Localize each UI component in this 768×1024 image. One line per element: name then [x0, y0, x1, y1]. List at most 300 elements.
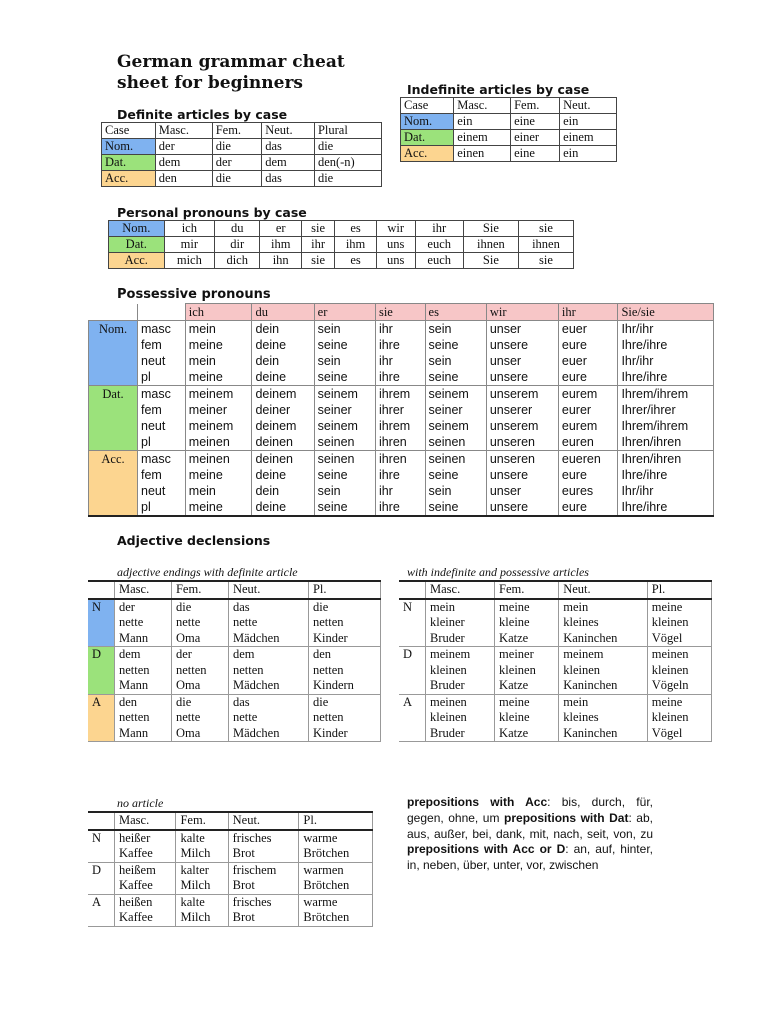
- case-label: Dat.: [102, 155, 156, 171]
- declension-cell: [171, 694, 228, 742]
- article-cell: das: [262, 171, 315, 187]
- pronoun-cell: seinen: [314, 451, 375, 468]
- table-header-row: [399, 581, 712, 599]
- table-row: [89, 467, 714, 483]
- adj-definite-table: [88, 580, 381, 742]
- pronoun-cell: seinem: [314, 386, 375, 403]
- prepositions-block: [407, 795, 653, 874]
- table-row: [89, 402, 714, 418]
- pronoun-cell: sein: [314, 483, 375, 499]
- article-word: der: [119, 599, 135, 614]
- table-header-row: [88, 581, 381, 599]
- gender-label: neut: [138, 353, 186, 369]
- adjective-word: netten: [312, 615, 344, 629]
- header-cell: Masc.: [115, 581, 172, 599]
- header-cell: ich: [185, 304, 252, 321]
- pronoun-cell: deiner: [252, 402, 314, 418]
- pronoun-cell: ihrer: [375, 402, 425, 418]
- article-cell: die: [212, 139, 262, 155]
- pronoun-cell: euren: [558, 434, 618, 451]
- pronoun-cell: dein: [252, 321, 314, 338]
- article-word: meine: [499, 599, 530, 614]
- article-cell: ein: [454, 114, 511, 130]
- declension-cell: [171, 599, 228, 647]
- table-row: [89, 386, 714, 403]
- prep-acc-label: prepositions with Acc: [407, 795, 548, 809]
- case-label: D: [88, 647, 115, 695]
- noun-word: Kaffee: [119, 910, 153, 924]
- pronoun-cell: eure: [558, 467, 618, 483]
- pronoun-cell: uns: [376, 237, 415, 253]
- pronoun-cell: deine: [252, 369, 314, 386]
- declension-cell: [647, 647, 711, 695]
- declension-cell: [299, 830, 373, 863]
- article-word: dem: [119, 647, 141, 661]
- table-row: [399, 647, 712, 695]
- pronoun-cell: ihre: [375, 467, 425, 483]
- pronoun-cell: ihren: [375, 451, 425, 468]
- adj-indefinite-caption: with indefinite and possessive articles: [407, 565, 589, 579]
- pronoun-cell: er: [260, 221, 302, 237]
- pronoun-cell: seinem: [425, 418, 486, 434]
- table-row: [109, 253, 574, 269]
- gender-label: pl: [138, 499, 186, 516]
- article-word: der: [175, 647, 192, 661]
- prep-dat-label: prepositions with Dat: [504, 810, 629, 825]
- table-row: [102, 171, 382, 187]
- declension-cell: [115, 599, 172, 647]
- gender-label: fem: [138, 467, 186, 483]
- pronoun-cell: sein: [425, 483, 486, 499]
- article-word: die: [312, 694, 329, 709]
- article-word: meinen: [430, 694, 467, 709]
- declension-cell: [308, 647, 380, 695]
- declension-cell: [299, 862, 373, 894]
- declension-cell: [115, 830, 176, 863]
- adjective-word: nette: [232, 615, 258, 629]
- pronoun-cell: meine: [185, 369, 252, 386]
- table-row: [88, 647, 381, 695]
- table-header-row: [102, 123, 382, 139]
- pronoun-cell: ihm: [335, 237, 377, 253]
- header-cell: Sie/sie: [618, 304, 714, 321]
- noun-word: Milch: [180, 846, 211, 860]
- adjective-word: netten: [175, 662, 207, 677]
- declension-cell: [115, 894, 176, 926]
- table-row: [89, 499, 714, 516]
- declension-cell: [176, 862, 228, 894]
- possessive-pronouns-table: [88, 303, 714, 517]
- gender-label: masc: [138, 321, 186, 338]
- header-cell: Masc.: [155, 123, 212, 139]
- article-cell: einem: [560, 130, 617, 146]
- noun-word: Kaffee: [119, 878, 153, 892]
- table-row: [89, 418, 714, 434]
- article-cell: die: [212, 171, 262, 187]
- header-cell: Pl.: [647, 581, 711, 599]
- article-cell: eine: [511, 114, 560, 130]
- noun-word: Kaninchen: [563, 725, 618, 740]
- pronoun-cell: ihm: [260, 237, 302, 253]
- pronoun-cell: ihre: [375, 369, 425, 386]
- pronoun-cell: meinem: [185, 418, 252, 434]
- pronoun-cell: seinem: [314, 418, 375, 434]
- adjective-word: frisches: [232, 830, 272, 845]
- pronoun-cell: Ihrem/ihrem: [618, 386, 714, 403]
- article-cell: die: [314, 139, 381, 155]
- pronoun-cell: ihnen: [463, 237, 518, 253]
- adjective-word: kleinen: [651, 662, 689, 677]
- article-word: meiner: [499, 647, 534, 661]
- noun-word: Bruder: [430, 725, 465, 740]
- adjective-word: netten: [119, 662, 150, 677]
- adj-no-article-caption: no article: [117, 796, 164, 810]
- noun-word: Katze: [499, 725, 529, 740]
- noun-word: Mädchen: [232, 725, 280, 740]
- prep-accd-list: : an, auf, hinter, in, neben, über, unter, vor, zwischen: [407, 842, 653, 873]
- pronoun-cell: es: [335, 253, 377, 269]
- gender-label: neut: [138, 483, 186, 499]
- pronoun-cell: eurem: [558, 386, 618, 403]
- adjective-word: kleiner: [430, 615, 465, 629]
- noun-word: Kaffee: [119, 846, 153, 860]
- article-word: meine: [651, 599, 683, 614]
- pronoun-cell: deine: [252, 467, 314, 483]
- case-label: Acc.: [109, 253, 165, 269]
- case-label: D: [399, 647, 426, 695]
- case-label: A: [88, 694, 115, 742]
- adjective-word: kleinen: [651, 615, 689, 629]
- noun-word: Mann: [119, 678, 149, 692]
- pronoun-cell: mir: [164, 237, 215, 253]
- noun-word: Milch: [180, 878, 211, 892]
- header-cell: Masc.: [115, 812, 176, 830]
- adjective-word: kalte: [180, 894, 205, 909]
- pronoun-cell: seine: [314, 499, 375, 516]
- pronoun-cell: meinem: [185, 386, 252, 403]
- declension-cell: [228, 599, 308, 647]
- case-label: Acc.: [102, 171, 156, 187]
- noun-word: Brot: [232, 910, 255, 924]
- article-cell: den: [155, 171, 212, 187]
- pronoun-cell: Ihren/ihren: [618, 434, 714, 451]
- pronoun-cell: ihnen: [518, 237, 573, 253]
- article-word: meinem: [430, 647, 471, 661]
- article-word: meinem: [563, 647, 604, 661]
- pronoun-cell: mein: [185, 353, 252, 369]
- pronoun-cell: ihr: [302, 237, 335, 253]
- noun-word: Oma: [175, 678, 201, 692]
- table-row: [401, 114, 617, 130]
- definite-articles-table: [101, 122, 382, 187]
- header-cell: Masc.: [426, 581, 495, 599]
- article-word: die: [175, 694, 192, 709]
- declension-cell: [495, 647, 559, 695]
- gender-label: pl: [138, 369, 186, 386]
- pronoun-cell: meiner: [185, 402, 252, 418]
- header-cell: Case: [401, 98, 454, 114]
- adjective-word: heißem: [119, 862, 156, 877]
- adjective-word: netten: [232, 662, 264, 677]
- adjective-word: heißer: [119, 830, 151, 845]
- title-line-2: sheet for beginners: [117, 73, 303, 93]
- declension-cell: [176, 830, 228, 863]
- pronoun-cell: ihren: [375, 434, 425, 451]
- declension-cell: [299, 894, 373, 926]
- declension-cell: [115, 862, 176, 894]
- pronoun-cell: ihrem: [375, 418, 425, 434]
- header-cell: Pl.: [299, 812, 373, 830]
- adjective-word: nette: [119, 615, 144, 629]
- declension-cell: [559, 694, 648, 742]
- article-word: dem: [232, 647, 255, 661]
- pronoun-cell: unseren: [486, 451, 558, 468]
- noun-word: Brötchen: [303, 846, 350, 860]
- header-blank: [399, 581, 426, 599]
- prep-accd-label: prepositions with Acc or D: [407, 842, 566, 857]
- declension-cell: [426, 694, 495, 742]
- pronoun-cell: euer: [558, 321, 618, 338]
- pronoun-cell: eure: [558, 369, 618, 386]
- gender-label: neut: [138, 418, 186, 434]
- pronoun-cell: meinen: [185, 451, 252, 468]
- pronoun-cell: seinen: [314, 434, 375, 451]
- pronoun-cell: seinem: [425, 386, 486, 403]
- article-cell: dem: [262, 155, 315, 171]
- table-row: [89, 353, 714, 369]
- pronoun-cell: sein: [314, 321, 375, 338]
- table-row: [89, 369, 714, 386]
- case-label: D: [88, 862, 115, 894]
- case-label: Acc.: [401, 146, 454, 162]
- header-cell: Neut.: [228, 581, 308, 599]
- table-row: [88, 599, 381, 647]
- pronoun-cell: meine: [185, 499, 252, 516]
- header-cell: du: [252, 304, 314, 321]
- gender-label: fem: [138, 402, 186, 418]
- case-label: A: [88, 894, 115, 926]
- declension-cell: [228, 894, 299, 926]
- adjective-word: kleinen: [430, 662, 467, 677]
- pronoun-cell: meinen: [185, 434, 252, 451]
- pronoun-cell: Ihrer/ihrer: [618, 402, 714, 418]
- adjective-word: netten: [312, 710, 344, 724]
- noun-word: Brot: [232, 846, 255, 860]
- pronoun-cell: deinem: [252, 418, 314, 434]
- header-cell: er: [314, 304, 375, 321]
- pronoun-cell: es: [335, 221, 377, 237]
- pronoun-cell: du: [215, 221, 260, 237]
- article-word: den: [119, 694, 138, 709]
- adjective-word: kleines: [563, 615, 599, 629]
- pronoun-cell: meine: [185, 337, 252, 353]
- table-row: [88, 830, 373, 863]
- indefinite-heading: Indefinite articles by case: [407, 82, 590, 97]
- pronoun-cell: wir: [376, 221, 415, 237]
- adjective-word: kleine: [499, 615, 530, 629]
- table-header-row: [88, 812, 373, 830]
- pronoun-cell: Ihrem/ihrem: [618, 418, 714, 434]
- header-cell: sie: [375, 304, 425, 321]
- table-row: [102, 155, 382, 171]
- table-row: [401, 130, 617, 146]
- pronoun-cell: Ihre/ihre: [618, 467, 714, 483]
- pronoun-cell: eure: [558, 337, 618, 353]
- adjective-word: kleinen: [430, 710, 467, 724]
- pronoun-cell: seine: [425, 467, 486, 483]
- noun-word: Kaninchen: [563, 630, 618, 645]
- header-cell: Fem.: [495, 581, 559, 599]
- adjective-word: kleines: [563, 710, 599, 724]
- pronoun-cell: sie: [302, 221, 335, 237]
- adjective-word: kalte: [180, 830, 205, 845]
- table-row: [109, 237, 574, 253]
- pronoun-cell: eurer: [558, 402, 618, 418]
- pronoun-cell: unsere: [486, 369, 558, 386]
- table-header-row: [401, 98, 617, 114]
- declension-cell: [308, 599, 380, 647]
- adjective-word: heißen: [119, 894, 153, 909]
- pronoun-cell: unser: [486, 483, 558, 499]
- noun-word: Bruder: [430, 630, 465, 645]
- pronoun-cell: mich: [164, 253, 215, 269]
- noun-word: Milch: [180, 910, 211, 924]
- noun-word: Kinder: [312, 630, 348, 645]
- table-header-row: [89, 304, 714, 321]
- table-row: [89, 337, 714, 353]
- article-word: meine: [651, 694, 683, 709]
- header-cell: wir: [486, 304, 558, 321]
- header-cell: Fem.: [212, 123, 262, 139]
- pronoun-cell: sein: [314, 353, 375, 369]
- article-word: die: [175, 599, 192, 614]
- pronoun-cell: eueren: [558, 451, 618, 468]
- article-word: meinen: [651, 647, 689, 661]
- case-label: Nom.: [102, 139, 156, 155]
- article-cell: der: [212, 155, 262, 171]
- pronoun-cell: Sie: [463, 253, 518, 269]
- article-cell: einem: [454, 130, 511, 146]
- article-word: mein: [563, 599, 589, 614]
- noun-word: Bruder: [430, 678, 465, 692]
- header-cell: Masc.: [454, 98, 511, 114]
- article-cell: ein: [560, 114, 617, 130]
- gender-label: masc: [138, 451, 186, 468]
- pronoun-cell: ihr: [375, 483, 425, 499]
- noun-word: Vögel: [651, 725, 683, 740]
- noun-word: Katze: [499, 678, 529, 692]
- possessive-heading: Possessive pronouns: [117, 287, 271, 302]
- pronoun-cell: euer: [558, 353, 618, 369]
- pronoun-cell: uns: [376, 253, 415, 269]
- declension-cell: [559, 599, 648, 647]
- gender-label: fem: [138, 337, 186, 353]
- header-cell: Fem.: [176, 812, 228, 830]
- header-cell: Fem.: [171, 581, 228, 599]
- article-word: den: [312, 647, 332, 661]
- pronoun-cell: Ihr/ihr: [618, 353, 714, 369]
- indefinite-articles-table: [400, 97, 617, 162]
- adjective-word: warme: [303, 830, 338, 845]
- adjective-word: frischem: [232, 862, 277, 877]
- pronoun-cell: Ihr/ihr: [618, 483, 714, 499]
- pronoun-cell: dich: [215, 253, 260, 269]
- adjective-word: warme: [303, 894, 338, 909]
- definite-heading: Definite articles by case: [117, 107, 288, 122]
- pronoun-cell: Ihre/ihre: [618, 499, 714, 516]
- article-cell: das: [262, 139, 315, 155]
- noun-word: Oma: [175, 630, 201, 645]
- declension-cell: [228, 647, 308, 695]
- declension-cell: [647, 599, 711, 647]
- header-cell: Case: [102, 123, 156, 139]
- article-cell: einer: [511, 130, 560, 146]
- pronoun-cell: unsere: [486, 499, 558, 516]
- title-line-1: German grammar cheat: [117, 52, 345, 72]
- pronoun-cell: seinen: [425, 451, 486, 468]
- declension-cell: [115, 694, 172, 742]
- adjective-word: nette: [175, 710, 201, 724]
- pronoun-cell: seine: [314, 337, 375, 353]
- table-row: [401, 146, 617, 162]
- noun-word: Mädchen: [232, 678, 280, 692]
- adj-definite-caption: adjective endings with definite article: [117, 565, 298, 579]
- case-label: Nom.: [89, 321, 138, 386]
- declension-cell: [559, 647, 648, 695]
- article-word: das: [232, 599, 250, 614]
- pronoun-cell: Ihr/ihr: [618, 321, 714, 338]
- personal-pronouns-table: [108, 220, 574, 269]
- gender-label: pl: [138, 434, 186, 451]
- noun-word: Brot: [232, 878, 255, 892]
- pronoun-cell: sein: [425, 353, 486, 369]
- noun-word: Katze: [499, 630, 529, 645]
- pronoun-cell: ihre: [375, 499, 425, 516]
- pronoun-cell: unserem: [486, 386, 558, 403]
- noun-word: Mann: [119, 630, 149, 645]
- case-label: A: [399, 694, 426, 742]
- table-row: [88, 694, 381, 742]
- adj-indefinite-table: [399, 580, 712, 742]
- adjective-word: kleinen: [651, 710, 689, 724]
- pronoun-cell: seinen: [425, 434, 486, 451]
- pronoun-cell: eurem: [558, 418, 618, 434]
- pronoun-cell: ihr: [415, 221, 463, 237]
- declension-cell: [115, 647, 172, 695]
- declension-cell: [228, 830, 299, 863]
- declension-cell: [426, 647, 495, 695]
- table-row: [88, 894, 373, 926]
- header-cell: Fem.: [511, 98, 560, 114]
- table-row: [399, 694, 712, 742]
- case-label: Dat.: [401, 130, 454, 146]
- table-row: [109, 221, 574, 237]
- pronoun-cell: unserer: [486, 402, 558, 418]
- pronoun-cell: seiner: [425, 402, 486, 418]
- pronoun-cell: ihre: [375, 337, 425, 353]
- pronoun-cell: deinen: [252, 434, 314, 451]
- noun-word: Brötchen: [303, 910, 350, 924]
- pronoun-cell: seine: [314, 369, 375, 386]
- noun-word: Mädchen: [232, 630, 280, 645]
- table-row: [88, 862, 373, 894]
- adjective-word: kleinen: [499, 662, 536, 677]
- pronoun-cell: ihr: [375, 321, 425, 338]
- pronoun-cell: unserem: [486, 418, 558, 434]
- table-row: [89, 483, 714, 499]
- page-title: [117, 52, 345, 94]
- noun-word: Kaninchen: [563, 678, 618, 692]
